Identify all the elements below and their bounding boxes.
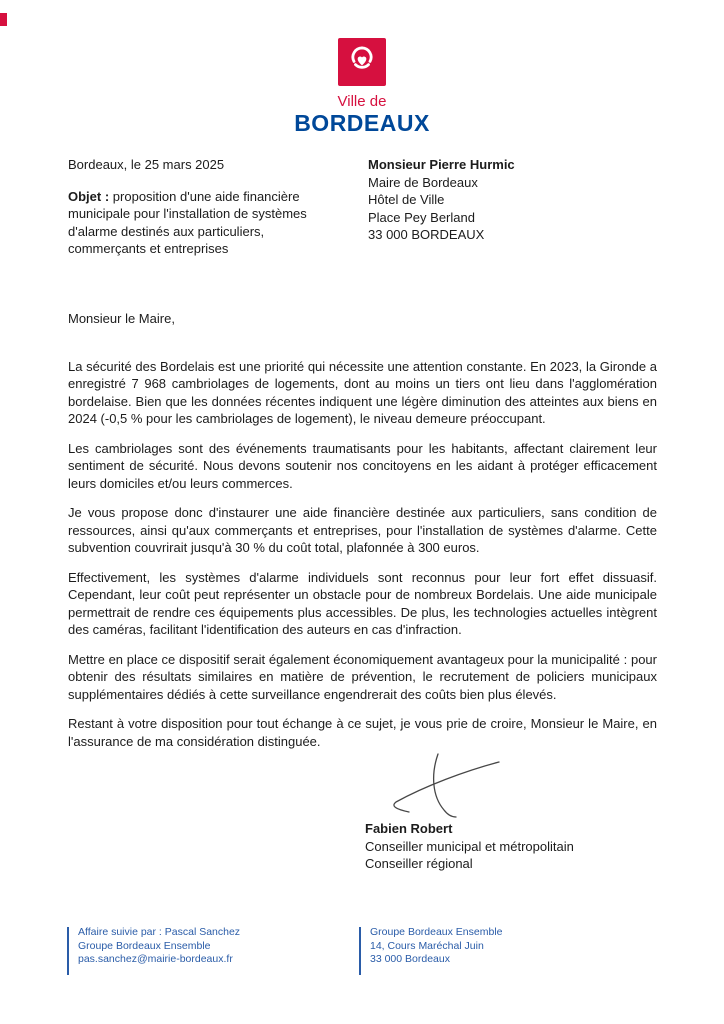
recipient-line: Maire de Bordeaux (368, 174, 478, 190)
footer-line: Groupe Bordeaux Ensemble (78, 939, 211, 952)
recipient-name: Monsieur Pierre Hurmic (368, 157, 515, 172)
letter-body (68, 310, 657, 762)
paragraph: Mettre en place ce dispositif serait également économiquement avantageux pour la municipalité : pour obtenir des résultats similaires en matière de prévention, le recrutement de policiers municipaux supplémentaires dédiés à cette surveillance engendrerait des coûts bien plus élevés. (68, 651, 657, 702)
recipient-line: 33 000 BORDEAUX (368, 227, 485, 242)
logo-ville-de: Ville de (337, 93, 387, 110)
city-logo (0, 38, 724, 136)
paragraph: Les cambriolages sont des événements traumatisants pour les habitants, affectant clairement leur sentiment de sécurité. Nous devons soutenir nos concitoyens en les aidant à protéger efficacement leurs domiciles et/ou leurs commerces. (68, 440, 657, 491)
footer-line: 33 000 Bordeaux (370, 953, 450, 965)
recipient-line: Hôtel de Ville (368, 192, 445, 207)
footer-line: Affaire suivie par : Pascal Sanchez (78, 926, 241, 938)
salutation: Monsieur le Maire, (68, 311, 175, 326)
footer-line: Groupe Bordeaux Ensemble (370, 926, 503, 938)
footer-line: 14, Cours Maréchal Juin (370, 939, 484, 952)
letter-head (68, 156, 660, 271)
paragraph: Je vous propose donc d'instaurer une aide financière destinée aux particuliers, sans condition de ressources, ainsi qu'aux commerçants et entreprises, pour l'installation de systèmes d'alarme. Cette subvention couvrirait jusqu'à 30 % du coût total, plafonnée à 300 euros. (68, 505, 657, 555)
bordeaux-crescents-emblem-icon (342, 40, 382, 85)
closing-paragraph: Restant à votre disposition pour tout échange à ce sujet, je vous prie de croire, Monsieur le Maire, en l'assurance de ma considération distinguée. (68, 716, 657, 749)
footer-divider (359, 927, 361, 975)
signer-title: Conseiller municipal et métropolitain (365, 838, 574, 854)
logo-square (338, 38, 386, 86)
footer-divider (67, 927, 69, 975)
logo-bordeaux: BORDEAUX (294, 110, 430, 136)
subject-label: Objet : (68, 188, 110, 204)
subject-line (68, 188, 330, 258)
footer-contact-block (67, 926, 240, 967)
dateline: Bordeaux, le 25 mars 2025 (68, 157, 225, 172)
paragraph: La sécurité des Bordelais est une priorité qui nécessite une attention constante. En 2023, la Gironde a enregistré 7 968 cambriolages de logements, dont au moins un tiers ont lieu dans l'agglomération bordelaise. Bien que les données récentes indiquent une légère diminution des atteintes aux biens en 2024 (-0,5 % pour les cambriolages de logement), le niveau demeure préoccupant. (68, 358, 657, 426)
recipient-line: Place Pey Berland (368, 209, 475, 225)
footer-email: pas.sanchez@mairie-bordeaux.fr (78, 953, 233, 965)
subject-text: proposition d'une aide financière municipale pour l'installation de systèmes d'alarme destinés aux particuliers, commerçants et entreprises (68, 188, 307, 256)
red-print-mark (0, 13, 7, 26)
recipient-address (368, 156, 515, 244)
signature-block (365, 820, 574, 873)
signer-name: Fabien Robert (365, 821, 453, 836)
footer-address-block (359, 926, 503, 967)
signer-title: Conseiller régional (365, 856, 473, 871)
handwritten-signature (385, 752, 507, 822)
paragraph: Effectivement, les systèmes d'alarme individuels sont reconnus pour leur fort effet dissuasif. Cependant, leur coût peut représenter un obstacle pour de nombreux Bordelais. Une aide municipale permettrait de rendre ces équipements plus accessibles. De plus, les technologies actuelles intègrent des caméras, facilitant l'identification des auteurs en cas d'infraction. (68, 569, 657, 637)
